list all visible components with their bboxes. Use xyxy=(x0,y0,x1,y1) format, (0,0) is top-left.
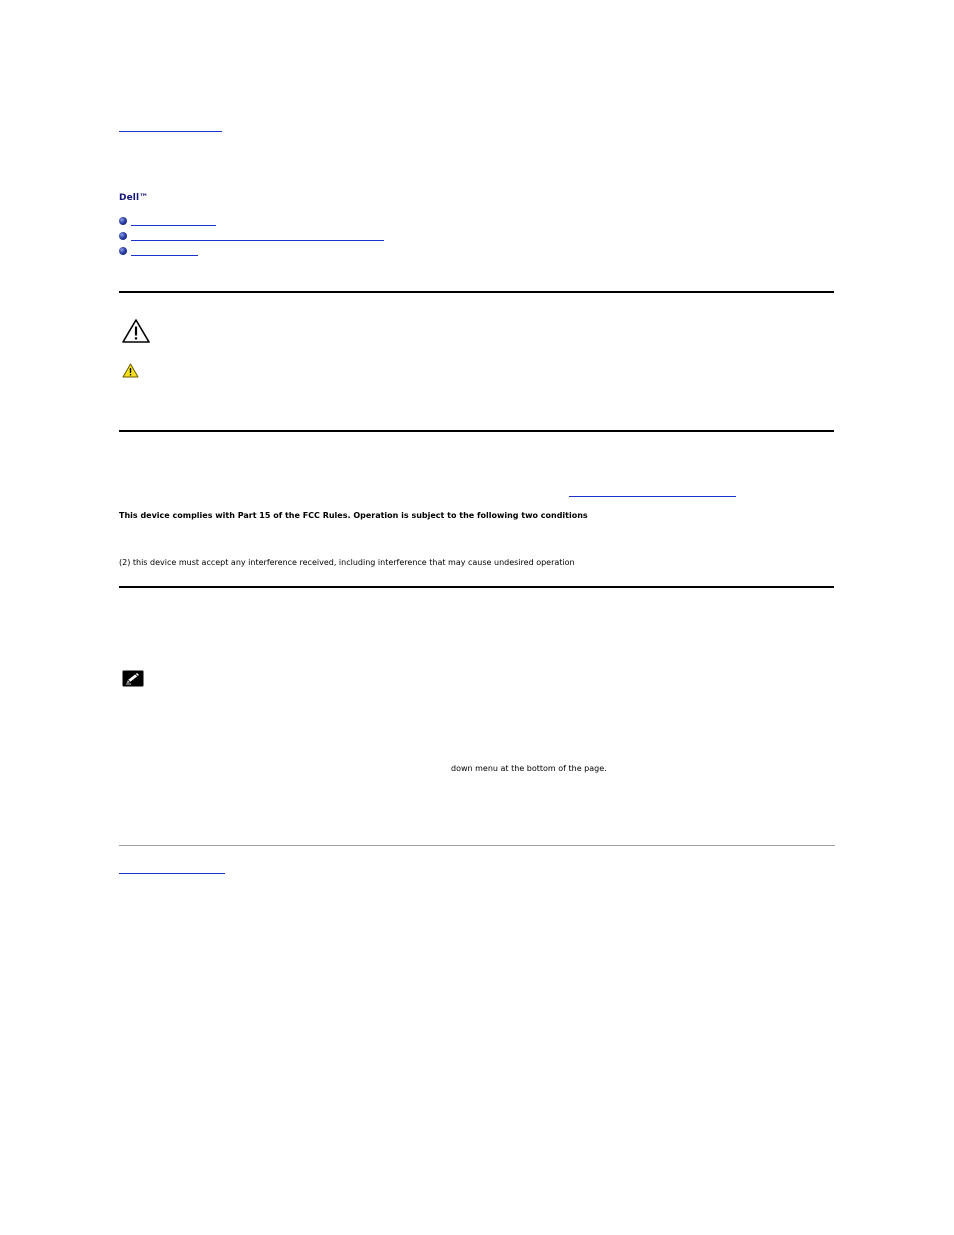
blue-orb-bullet-icon xyxy=(119,247,127,255)
note-pencil-icon xyxy=(122,670,144,687)
blue-orb-bullet-icon xyxy=(119,217,127,225)
section-divider xyxy=(119,291,834,293)
section-divider xyxy=(119,430,834,432)
fcc-condition-2: (2) this device must accept any interference received, including interference that may cause undesired operation xyxy=(119,558,575,567)
warning-triangle-icon xyxy=(121,318,151,344)
footer-divider xyxy=(119,845,835,846)
back-to-contents-link-top[interactable] xyxy=(119,131,222,132)
toc-link-2[interactable] xyxy=(131,240,384,241)
support-dropdown-note: down menu at the bottom of the page. xyxy=(451,764,607,773)
brand-title: Dell™ xyxy=(119,193,149,203)
toc-link-1[interactable] xyxy=(131,225,216,226)
section-divider xyxy=(119,586,834,588)
fcc-compliance-statement: This device complies with Part 15 of the FCC Rules. Operation is subject to the following two conditions xyxy=(119,511,588,520)
toc-link-3[interactable] xyxy=(131,255,198,256)
caution-yellow-icon xyxy=(122,363,139,378)
blue-orb-bullet-icon xyxy=(119,232,127,240)
back-to-contents-link-bottom[interactable] xyxy=(119,873,225,874)
fcc-info-link[interactable] xyxy=(569,496,736,497)
